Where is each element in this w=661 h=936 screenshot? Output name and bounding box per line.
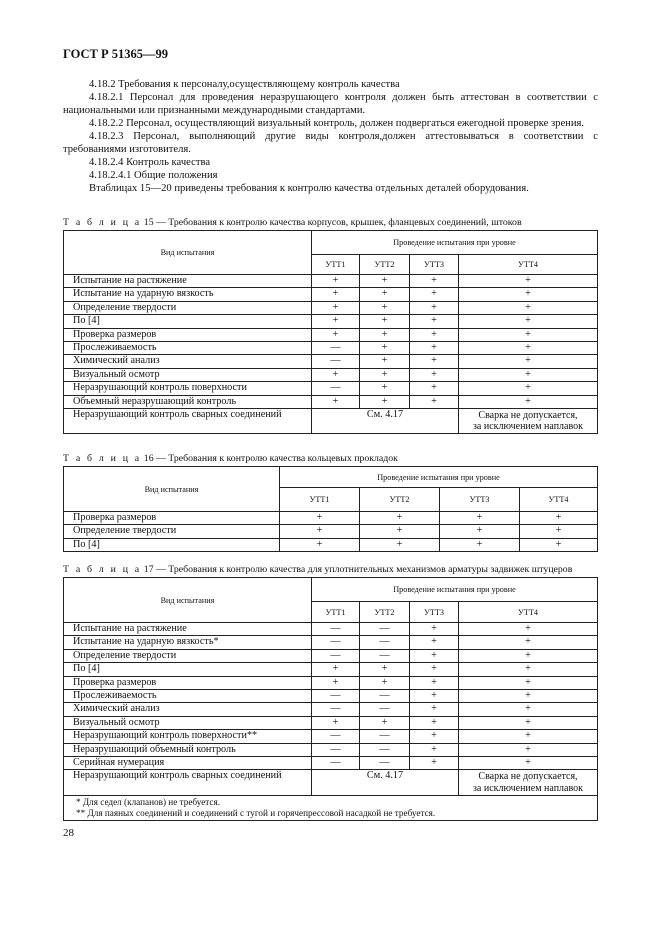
table-label: Т а б л и ц а: [63, 217, 142, 228]
col-level-header: Проведение испытания при уровне: [312, 231, 598, 255]
table-row: [64, 368, 598, 381]
level-header: УТТ2: [360, 255, 410, 275]
table-15-caption: [63, 217, 522, 228]
requirement-mark: +: [520, 512, 598, 525]
requirement-mark: +: [520, 538, 598, 551]
table-row: [64, 275, 598, 288]
table-row: [64, 636, 598, 649]
table-17: [63, 577, 598, 821]
requirement-mark: +: [312, 328, 360, 341]
requirement-mark: +: [360, 512, 440, 525]
requirement-mark: +: [440, 538, 520, 551]
col-test-header: Вид испытания: [64, 231, 312, 275]
weld-row-label: Неразрушающий контроль сварных соединений: [64, 770, 312, 796]
requirement-mark: —: [360, 690, 410, 703]
test-name: Прослеживаемость: [64, 342, 312, 355]
requirement-mark: +: [360, 368, 410, 381]
weld-row-label: Неразрушающий контроль сварных соединений: [64, 409, 312, 434]
requirement-mark: +: [410, 355, 459, 368]
test-name: Испытание на растяжение: [64, 623, 312, 636]
weld-note: [459, 770, 598, 796]
level-header: УТТ1: [312, 602, 360, 623]
test-name: По [4]: [64, 315, 312, 328]
requirement-mark: +: [410, 315, 459, 328]
level-header: УТТ4: [459, 255, 598, 275]
requirement-mark: +: [360, 716, 410, 729]
requirement-mark: +: [459, 382, 598, 395]
requirement-mark: +: [440, 512, 520, 525]
level-header: УТТ4: [520, 488, 598, 512]
requirement-mark: —: [360, 623, 410, 636]
table-row: [64, 757, 598, 770]
requirement-mark: +: [459, 395, 598, 408]
test-name: По [4]: [64, 663, 312, 676]
table-row: [64, 395, 598, 408]
requirement-mark: +: [410, 623, 459, 636]
table-row: [64, 623, 598, 636]
requirement-mark: +: [360, 315, 410, 328]
requirement-mark: +: [459, 355, 598, 368]
table-row: [64, 676, 598, 689]
col-test-header: Вид испытания: [64, 467, 280, 512]
table-15: [63, 230, 598, 434]
test-name: Объемный неразрушающий контроль: [64, 395, 312, 408]
requirement-mark: —: [312, 730, 360, 743]
table-row: [64, 663, 598, 676]
requirement-mark: —: [360, 636, 410, 649]
requirement-mark: +: [410, 395, 459, 408]
table-row: [64, 342, 598, 355]
table-16-caption: [63, 453, 398, 464]
requirement-mark: —: [312, 703, 360, 716]
table-row: [64, 315, 598, 328]
requirement-mark: +: [360, 676, 410, 689]
requirement-mark: +: [459, 315, 598, 328]
level-header: УТТ1: [280, 488, 360, 512]
page-number: 28: [63, 827, 74, 839]
requirement-mark: +: [312, 676, 360, 689]
test-name: Визуальный осмотр: [64, 716, 312, 729]
paragraph: 4.18.2.4 Контроль качества: [89, 157, 211, 168]
requirement-mark: —: [312, 355, 360, 368]
requirement-mark: +: [410, 743, 459, 756]
requirement-mark: +: [410, 690, 459, 703]
requirement-mark: +: [410, 275, 459, 288]
weld-note-line: Сварка не допускается,: [478, 771, 578, 783]
requirement-mark: +: [312, 315, 360, 328]
level-header: УТТ3: [410, 602, 459, 623]
requirement-mark: +: [410, 663, 459, 676]
requirement-mark: +: [280, 525, 360, 538]
test-name: Проверка размеров: [64, 676, 312, 689]
requirement-mark: —: [360, 730, 410, 743]
requirement-mark: +: [459, 743, 598, 756]
weld-note-line: за исключением наплавок: [472, 421, 583, 433]
requirement-mark: +: [459, 703, 598, 716]
requirement-mark: +: [459, 288, 598, 301]
test-name: Химический анализ: [64, 703, 312, 716]
requirement-mark: +: [459, 328, 598, 341]
level-header: УТТ4: [459, 602, 598, 623]
paragraph: 4.18.2 Требования к персоналу,осуществляющему контроль качества: [89, 79, 400, 90]
requirement-mark: —: [312, 757, 360, 770]
requirement-mark: +: [410, 703, 459, 716]
level-header: УТТ2: [360, 602, 410, 623]
table-footnotes: [64, 796, 598, 821]
requirement-mark: +: [459, 623, 598, 636]
requirement-mark: +: [459, 636, 598, 649]
requirement-mark: +: [410, 716, 459, 729]
table-label: Т а б л и ц а: [63, 453, 142, 464]
requirement-mark: +: [360, 288, 410, 301]
document-header: ГОСТ Р 51365—99: [63, 47, 169, 61]
table-row: [64, 288, 598, 301]
table-row: [64, 716, 598, 729]
table-number: 15: [143, 217, 154, 228]
see-reference: См. 4.17: [312, 409, 459, 434]
requirement-mark: —: [312, 342, 360, 355]
col-test-header: Вид испытания: [64, 578, 312, 623]
requirement-mark: +: [360, 328, 410, 341]
paragraph: 4.18.2.1 Персонал для проведения неразрушающего контроля должен быть аттестован в соответствии с национальными или признанными международными стандартами.: [63, 92, 598, 116]
test-name: Испытание на ударную вязкость*: [64, 636, 312, 649]
test-name: Визуальный осмотр: [64, 368, 312, 381]
requirement-mark: +: [459, 716, 598, 729]
requirement-mark: —: [312, 743, 360, 756]
see-reference: См. 4.17: [312, 770, 459, 796]
requirement-mark: —: [360, 703, 410, 716]
test-name: Неразрушающий объемный контроль: [64, 743, 312, 756]
weld-note-line: Сварка не допускается,: [478, 409, 578, 421]
footnote: * Для седел (клапанов) не требуется.: [76, 797, 221, 808]
requirement-mark: +: [312, 275, 360, 288]
weld-note: [459, 409, 598, 434]
paragraph: 4.18.2.3 Персонал, выполняющий другие виды контроля,должен аттестовываться в соответствии с требованиями изготовителя.: [63, 131, 598, 155]
paragraph: Втаблицах 15—20 приведены требования к контролю качества отдельных деталей оборудования.: [89, 183, 529, 194]
test-name: Неразрушающий контроль поверхности**: [64, 730, 312, 743]
requirement-mark: +: [360, 382, 410, 395]
table-row: [64, 512, 598, 525]
requirement-mark: +: [280, 538, 360, 551]
table-row: [64, 355, 598, 368]
requirement-mark: +: [410, 636, 459, 649]
table-number: 16: [143, 453, 154, 464]
requirement-mark: +: [312, 716, 360, 729]
table-row: [64, 525, 598, 538]
requirement-mark: +: [459, 649, 598, 662]
table-title: — Требования к контролю качества корпусов, крышек, фланцевых соединений, штоков: [156, 217, 522, 228]
test-name: Химический анализ: [64, 355, 312, 368]
table-title: — Требования к контролю качества для уплотнительных механизмов арматуры задвижек штуцеров: [156, 564, 573, 575]
requirement-mark: +: [459, 368, 598, 381]
requirement-mark: +: [280, 512, 360, 525]
section-text: [63, 78, 598, 195]
level-header: УТТ3: [440, 488, 520, 512]
table-title: — Требования к контролю качества кольцевых прокладок: [156, 453, 398, 464]
requirement-mark: —: [312, 690, 360, 703]
table-row: [64, 730, 598, 743]
requirement-mark: +: [360, 525, 440, 538]
level-header: УТТ3: [410, 255, 459, 275]
requirement-mark: +: [459, 757, 598, 770]
requirement-mark: +: [520, 525, 598, 538]
table-row: [64, 649, 598, 662]
table-row: [64, 538, 598, 551]
requirement-mark: +: [360, 395, 410, 408]
requirement-mark: +: [410, 328, 459, 341]
requirement-mark: —: [312, 649, 360, 662]
col-level-header: Проведение испытания при уровне: [312, 578, 598, 602]
test-name: Определение твердости: [64, 525, 280, 538]
table-17-caption: [63, 564, 572, 575]
requirement-mark: +: [410, 649, 459, 662]
requirement-mark: +: [459, 690, 598, 703]
table-row: [64, 301, 598, 314]
table-16: [63, 466, 598, 552]
col-level-header: Проведение испытания при уровне: [280, 467, 598, 488]
test-name: Проверка размеров: [64, 512, 280, 525]
requirement-mark: +: [410, 368, 459, 381]
weld-note-line: за исключением наплавок: [472, 782, 583, 794]
test-name: Испытание на ударную вязкость: [64, 288, 312, 301]
requirement-mark: +: [360, 538, 440, 551]
requirement-mark: +: [360, 663, 410, 676]
paragraph: 4.18.2.2 Персонал, осуществляющий визуальный контроль, должен подвергаться ежегодной проверке зрения.: [89, 118, 585, 129]
table-row: [64, 382, 598, 395]
test-name: Проверка размеров: [64, 328, 312, 341]
test-name: Испытание на растяжение: [64, 275, 312, 288]
table-number: 17: [143, 564, 154, 575]
requirement-mark: +: [312, 368, 360, 381]
requirement-mark: +: [459, 275, 598, 288]
requirement-mark: +: [440, 525, 520, 538]
footnote: ** Для паяных соединений и соединений с тугой и горячепрессовой насадкой не требуется.: [76, 808, 436, 819]
requirement-mark: +: [312, 395, 360, 408]
requirement-mark: +: [360, 342, 410, 355]
requirement-mark: —: [360, 757, 410, 770]
requirement-mark: +: [410, 342, 459, 355]
requirement-mark: +: [410, 301, 459, 314]
requirement-mark: +: [410, 676, 459, 689]
requirement-mark: —: [312, 636, 360, 649]
requirement-mark: —: [360, 743, 410, 756]
requirement-mark: +: [312, 288, 360, 301]
requirement-mark: +: [312, 663, 360, 676]
level-header: УТТ1: [312, 255, 360, 275]
requirement-mark: +: [410, 382, 459, 395]
requirement-mark: +: [312, 301, 360, 314]
test-name: Прослеживаемость: [64, 690, 312, 703]
requirement-mark: +: [459, 730, 598, 743]
requirement-mark: +: [410, 730, 459, 743]
requirement-mark: +: [360, 301, 410, 314]
level-header: УТТ2: [360, 488, 440, 512]
table-row: [64, 703, 598, 716]
test-name: Определение твердости: [64, 649, 312, 662]
test-name: Неразрушающий контроль поверхности: [64, 382, 312, 395]
requirement-mark: —: [360, 649, 410, 662]
requirement-mark: —: [312, 382, 360, 395]
table-row: [64, 328, 598, 341]
requirement-mark: +: [459, 663, 598, 676]
requirement-mark: +: [410, 288, 459, 301]
requirement-mark: —: [312, 623, 360, 636]
table-label: Т а б л и ц а: [63, 564, 142, 575]
requirement-mark: +: [459, 676, 598, 689]
table-row: [64, 690, 598, 703]
requirement-mark: +: [360, 355, 410, 368]
requirement-mark: +: [360, 275, 410, 288]
requirement-mark: +: [410, 757, 459, 770]
paragraph: 4.18.2.4.1 Общие положения: [89, 170, 218, 181]
test-name: Серийная нумерация: [64, 757, 312, 770]
requirement-mark: +: [459, 301, 598, 314]
table-row: [64, 743, 598, 756]
requirement-mark: +: [459, 342, 598, 355]
test-name: По [4]: [64, 538, 280, 551]
test-name: Определение твердости: [64, 301, 312, 314]
